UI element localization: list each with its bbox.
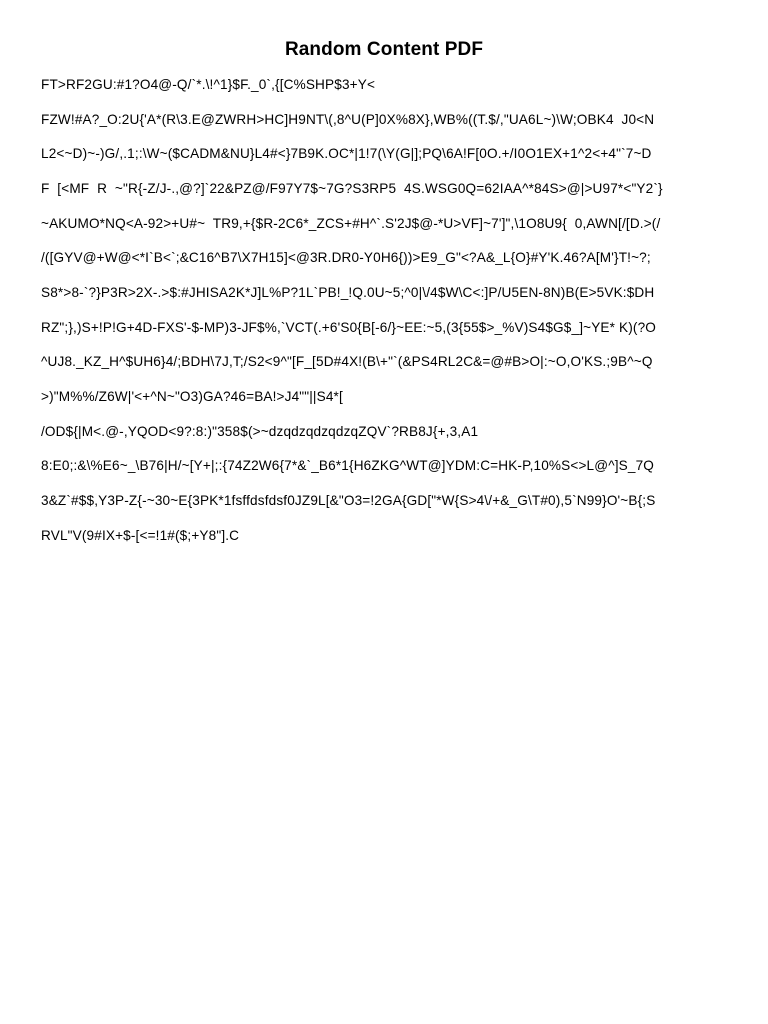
document-title: Random Content PDF xyxy=(284,39,484,60)
text-line-4: F [<MF R ~"R{-Z/J-.,@?]`22&PZ@/F97Y7$~7G?S3RP5 4S.WSG0Q=62IAA^*84S>@|>U97*<"Y2`} xyxy=(41,181,663,196)
text-line-8: RZ";},)S+!P!G+4D-FXS'-$-MP)3-JF$%,`VCT(.+6'S0{B[-6/}~EE:~5,(3{55$>_%V)S4$G$_]~YE* K)(?O xyxy=(41,320,657,335)
text-line-14: RVL"V(9#IX+$-[<=!1#($;+Y8"].C xyxy=(41,528,240,543)
text-line-11: /OD${|M<.@-,YQOD<9?:8:)"358$(>~dzqdzqdzqdzqZQV`?RB8J{+,3,A1 xyxy=(41,424,479,439)
text-line-3: L2<~D)~-)G/,.1;:\W~($CADM&NU}L4#<}7B9K.OC*|1!7(\Y(G|];PQ\6A!F[0O.+/I0O1EX+1^2<+4"`7~D xyxy=(41,146,652,161)
text-line-1: FT>RF2GU:#1?O4@-Q/`*.\!^1}$F._0`,{[C%SHP$3+Y< xyxy=(41,77,376,92)
text-line-13: 3&Z`#$$,Y3P-Z{-~30~E{3PK*1fsffdsfdsf0JZ9L[&"O3=!2GA{GD["*W{S>4\/+&_G\T#0),5`N99}O'~B{;S xyxy=(41,493,656,508)
text-line-12: 8:E0;:&\%E6~_\B76|H/~[Y+|;:{74Z2W6{7*&`_B6*1{H6ZKG^WT@]YDM:C=HK-P,10%S<>L@^]S_7Q xyxy=(41,458,655,473)
text-line-10: >)"M%%/Z6W|'<+^N~"O3)GA?46=BA!>J4""||S4*[ xyxy=(41,389,343,404)
text-line-7: S8*>8-`?}P3R>2X-.>$:#JHISA2K*J]L%P?1L`PB!_!Q.0U~5;^0|\/4$W\C<:]P/U5EN-8N)B(E>5VK:$DH xyxy=(41,285,655,300)
text-line-6: /([GYV@+W@<*I`B<`;&C16^B7\X7H15]<@3R.DR0-Y0H6{))>E9_G"<?A&_L{O}#Y'K.46?A[M'}T!~?; xyxy=(41,250,651,265)
text-line-2: FZW!#A?_O:2U{'A*(R\3.E@ZWRH>HC]H9NT\(,8^U(P]0X%8X},WB%((T.$/,"UA6L~)\W;OBK4 J0<N xyxy=(41,112,655,127)
text-line-9: ^UJ8._KZ_H^$UH6}4/;BDH\7J,T;/S2<9^"[F_[5D#4X!(B\+"`(&PS4RL2C&=@#B>O|:~O,O'KS.;9B^~Q xyxy=(41,354,653,369)
text-line-5: ~AKUMO*NQ<A-92>+U#~ TR9,+{$R-2C6*_ZCS+#H^`.S'2J$@-*U>VF]~7']",\1O8U9{ 0,AWN[/[D.>(/ xyxy=(41,216,661,231)
